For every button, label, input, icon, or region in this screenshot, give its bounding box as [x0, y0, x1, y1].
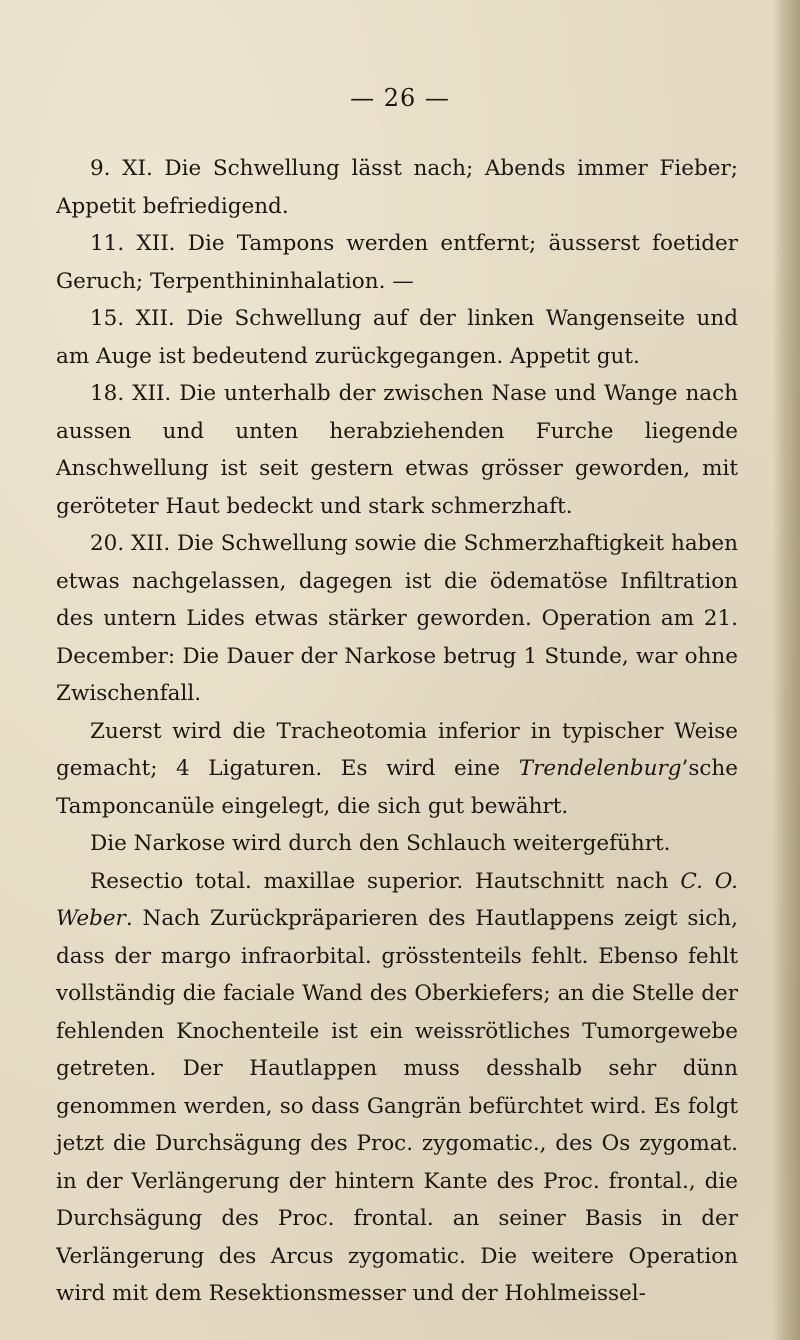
- tracheotomia-text-before: Zuerst wird die Tracheotomia inferior in typischer Weise gemacht; 4 Ligaturen. Es wird eine: [56, 718, 738, 781]
- trendelenburg-name: Trendelenburg: [518, 756, 682, 781]
- page-number: — 26 —: [350, 84, 450, 112]
- weber-name: C. O. Weber: [56, 868, 738, 931]
- paragraph-tracheotomia: [56, 713, 738, 826]
- paragraph-narkose: Die Narkose wird durch den Schlauch weitergeführt.: [90, 831, 671, 856]
- paragraph-18-xii: 18. XII. Die unterhalb der zwischen Nase und Wange nach aussen und unten herabziehenden Furche liegende Anschwellung ist seit gestern etwas grösser geworden, mit geröteter Haut bedeckt und stark schmerzhaft.: [56, 381, 738, 519]
- paragraph-resectio: [56, 863, 738, 1313]
- paragraph-15-xii: 15. XII. Die Schwellung auf der linken Wangenseite und am Auge ist bedeutend zurückgegangen. Appetit gut.: [56, 306, 738, 369]
- body-text: [56, 150, 738, 1313]
- paragraph-11-xii: 11. XII. Die Tampons werden entfernt; äusserst foetider Geruch; Terpenthininhalation. —: [56, 231, 738, 294]
- resectio-text-after: . Nach Zurückpräparieren des Hautlappens zeigt sich, dass der margo infraorbital. grösstenteils fehlt. Ebenso fehlt vollständig die faciale Wand des Oberkiefers; an die Stelle der fehlenden Knochenteile ist ein weissrötliches Tumorgewebe getreten. Der Hautlappen muss desshalb sehr dünn genommen werden, so dass Gangrän befürchtet wird. Es folgt jetzt die Durchsägung des Proc. zygomatic., des Os zygomat. in der Verlängerung der hintern Kante des Proc. frontal., die Durchsägung des Proc. frontal. an seiner Basis in der Verlängerung des Arcus zygomatic. Die weitere Operation wird mit dem Resektionsmesser und der Hohlmeissel-: [56, 906, 738, 1306]
- paragraph-20-xii: 20. XII. Die Schwellung sowie die Schmerzhaftigkeit haben etwas nachgelassen, dagegen ist die ödematöse Infiltration des untern Lides etwas stärker geworden. Operation am 21. December: Die Dauer der Narkose betrug 1 Stunde, war ohne Zwischenfall.: [56, 531, 738, 706]
- tracheotomia-text-after: ’sche Tamponcanüle eingelegt, die sich gut bewährt.: [56, 756, 738, 819]
- resectio-text-before: Resectio total. maxillae superior. Hautschnitt nach: [90, 868, 681, 894]
- paragraph-9-xi: 9. XI. Die Schwellung lässt nach; Abends immer Fieber; Appetit befriedigend.: [56, 156, 738, 219]
- page-edge-shadow: [772, 0, 800, 1340]
